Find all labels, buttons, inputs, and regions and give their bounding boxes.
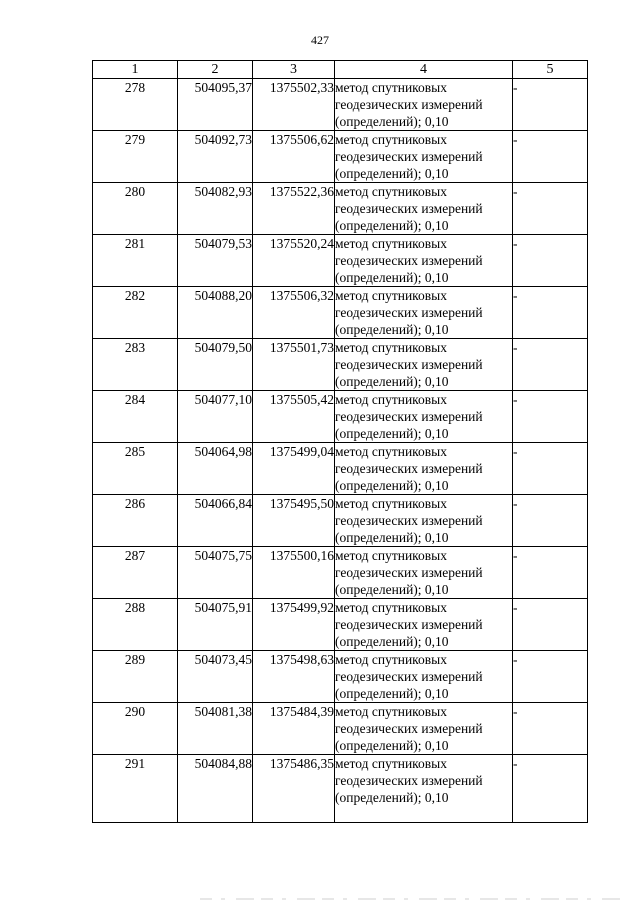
y-coordinate-cell: 1375484,39 — [253, 703, 335, 755]
method-line: метод спутниковых — [335, 444, 447, 459]
note-cell: - — [513, 183, 588, 235]
point-number-cell: 283 — [93, 339, 178, 391]
method-cell — [335, 599, 513, 651]
method-line: метод спутниковых — [335, 288, 447, 303]
header-col-3: 3 — [253, 61, 335, 79]
point-number-cell: 287 — [93, 547, 178, 599]
point-number-cell: 289 — [93, 651, 178, 703]
method-cell — [335, 287, 513, 339]
coordinates-table — [92, 60, 588, 823]
method-line: геодезических измерений — [335, 565, 483, 580]
point-number-cell: 281 — [93, 235, 178, 287]
method-line: метод спутниковых — [335, 496, 447, 511]
x-coordinate-cell: 504073,45 — [178, 651, 253, 703]
table-row — [93, 495, 588, 547]
point-number-cell: 291 — [93, 755, 178, 823]
x-coordinate-cell: 504082,93 — [178, 183, 253, 235]
method-line: (определений); 0,10 — [335, 218, 449, 233]
method-line: метод спутниковых — [335, 236, 447, 251]
x-coordinate-cell: 504079,53 — [178, 235, 253, 287]
x-coordinate-cell: 504075,75 — [178, 547, 253, 599]
method-line: (определений); 0,10 — [335, 166, 449, 181]
method-line: метод спутниковых — [335, 184, 447, 199]
y-coordinate-cell: 1375500,16 — [253, 547, 335, 599]
method-line: геодезических измерений — [335, 149, 483, 164]
method-line: (определений); 0,10 — [335, 270, 449, 285]
table-row — [93, 287, 588, 339]
method-line: (определений); 0,10 — [335, 530, 449, 545]
point-number-cell: 278 — [93, 79, 178, 131]
note-cell: - — [513, 443, 588, 495]
y-coordinate-cell: 1375501,73 — [253, 339, 335, 391]
method-line: (определений); 0,10 — [335, 426, 449, 441]
header-col-4: 4 — [335, 61, 513, 79]
method-line: геодезических измерений — [335, 513, 483, 528]
table-row — [93, 391, 588, 443]
method-line: (определений); 0,10 — [335, 790, 449, 805]
point-number-cell: 290 — [93, 703, 178, 755]
x-coordinate-cell: 504066,84 — [178, 495, 253, 547]
method-cell — [335, 131, 513, 183]
x-coordinate-cell: 504084,88 — [178, 755, 253, 823]
note-cell: - — [513, 339, 588, 391]
note-cell: - — [513, 547, 588, 599]
method-line: геодезических измерений — [335, 669, 483, 684]
page-number: 427 — [311, 33, 329, 47]
method-line: метод спутниковых — [335, 652, 447, 667]
method-line: геодезических измерений — [335, 773, 483, 788]
method-line: метод спутниковых — [335, 132, 447, 147]
method-line: геодезических измерений — [335, 721, 483, 736]
method-line: геодезических измерений — [335, 201, 483, 216]
table-row — [93, 547, 588, 599]
method-line: метод спутниковых — [335, 756, 447, 771]
y-coordinate-cell: 1375522,36 — [253, 183, 335, 235]
note-cell: - — [513, 703, 588, 755]
method-line: (определений); 0,10 — [335, 478, 449, 493]
y-coordinate-cell: 1375486,35 — [253, 755, 335, 823]
y-coordinate-cell: 1375506,32 — [253, 287, 335, 339]
note-cell: - — [513, 391, 588, 443]
x-coordinate-cell: 504095,37 — [178, 79, 253, 131]
method-cell — [335, 339, 513, 391]
method-cell — [335, 651, 513, 703]
y-coordinate-cell: 1375495,50 — [253, 495, 335, 547]
note-cell: - — [513, 79, 588, 131]
x-coordinate-cell: 504075,91 — [178, 599, 253, 651]
method-cell — [335, 443, 513, 495]
note-cell: - — [513, 131, 588, 183]
table-row — [93, 235, 588, 287]
header-col-2: 2 — [178, 61, 253, 79]
method-line: (определений); 0,10 — [335, 114, 449, 129]
table-row — [93, 443, 588, 495]
method-cell — [335, 703, 513, 755]
table-row — [93, 651, 588, 703]
method-line: (определений); 0,10 — [335, 686, 449, 701]
note-cell: - — [513, 287, 588, 339]
method-line: метод спутниковых — [335, 600, 447, 615]
y-coordinate-cell: 1375498,63 — [253, 651, 335, 703]
method-line: метод спутниковых — [335, 80, 447, 95]
table-row — [93, 599, 588, 651]
note-cell: - — [513, 755, 588, 823]
header-col-5: 5 — [513, 61, 588, 79]
x-coordinate-cell: 504088,20 — [178, 287, 253, 339]
point-number-cell: 284 — [93, 391, 178, 443]
method-cell — [335, 79, 513, 131]
method-cell — [335, 235, 513, 287]
method-line: (определений); 0,10 — [335, 634, 449, 649]
point-number-cell: 282 — [93, 287, 178, 339]
footer-scan-marks — [200, 896, 620, 902]
x-coordinate-cell: 504092,73 — [178, 131, 253, 183]
y-coordinate-cell: 1375499,92 — [253, 599, 335, 651]
table-row — [93, 755, 588, 823]
y-coordinate-cell: 1375502,33 — [253, 79, 335, 131]
method-line: метод спутниковых — [335, 392, 447, 407]
y-coordinate-cell: 1375499,04 — [253, 443, 335, 495]
table-row — [93, 339, 588, 391]
method-line: геодезических измерений — [335, 409, 483, 424]
method-line: геодезических измерений — [335, 617, 483, 632]
table-row — [93, 131, 588, 183]
x-coordinate-cell: 504079,50 — [178, 339, 253, 391]
header-col-1: 1 — [93, 61, 178, 79]
y-coordinate-cell: 1375520,24 — [253, 235, 335, 287]
point-number-cell: 288 — [93, 599, 178, 651]
method-line: (определений); 0,10 — [335, 738, 449, 753]
method-line: геодезических измерений — [335, 253, 483, 268]
x-coordinate-cell: 504064,98 — [178, 443, 253, 495]
point-number-cell: 279 — [93, 131, 178, 183]
x-coordinate-cell: 504077,10 — [178, 391, 253, 443]
table-header-row — [93, 61, 588, 79]
method-line: геодезических измерений — [335, 461, 483, 476]
y-coordinate-cell: 1375505,42 — [253, 391, 335, 443]
method-line: геодезических измерений — [335, 97, 483, 112]
y-coordinate-cell: 1375506,62 — [253, 131, 335, 183]
note-cell: - — [513, 235, 588, 287]
method-cell — [335, 391, 513, 443]
note-cell: - — [513, 651, 588, 703]
method-line: (определений); 0,10 — [335, 322, 449, 337]
table-row — [93, 183, 588, 235]
method-line: геодезических измерений — [335, 305, 483, 320]
method-line: (определений); 0,10 — [335, 582, 449, 597]
table-row — [93, 79, 588, 131]
method-line: метод спутниковых — [335, 548, 447, 563]
point-number-cell: 280 — [93, 183, 178, 235]
note-cell: - — [513, 599, 588, 651]
point-number-cell: 286 — [93, 495, 178, 547]
point-number-cell: 285 — [93, 443, 178, 495]
method-cell — [335, 547, 513, 599]
method-line: метод спутниковых — [335, 704, 447, 719]
method-line: метод спутниковых — [335, 340, 447, 355]
note-cell: - — [513, 495, 588, 547]
table-row — [93, 703, 588, 755]
x-coordinate-cell: 504081,38 — [178, 703, 253, 755]
method-line: геодезических измерений — [335, 357, 483, 372]
method-line: (определений); 0,10 — [335, 374, 449, 389]
method-cell — [335, 755, 513, 823]
method-cell — [335, 183, 513, 235]
method-cell — [335, 495, 513, 547]
